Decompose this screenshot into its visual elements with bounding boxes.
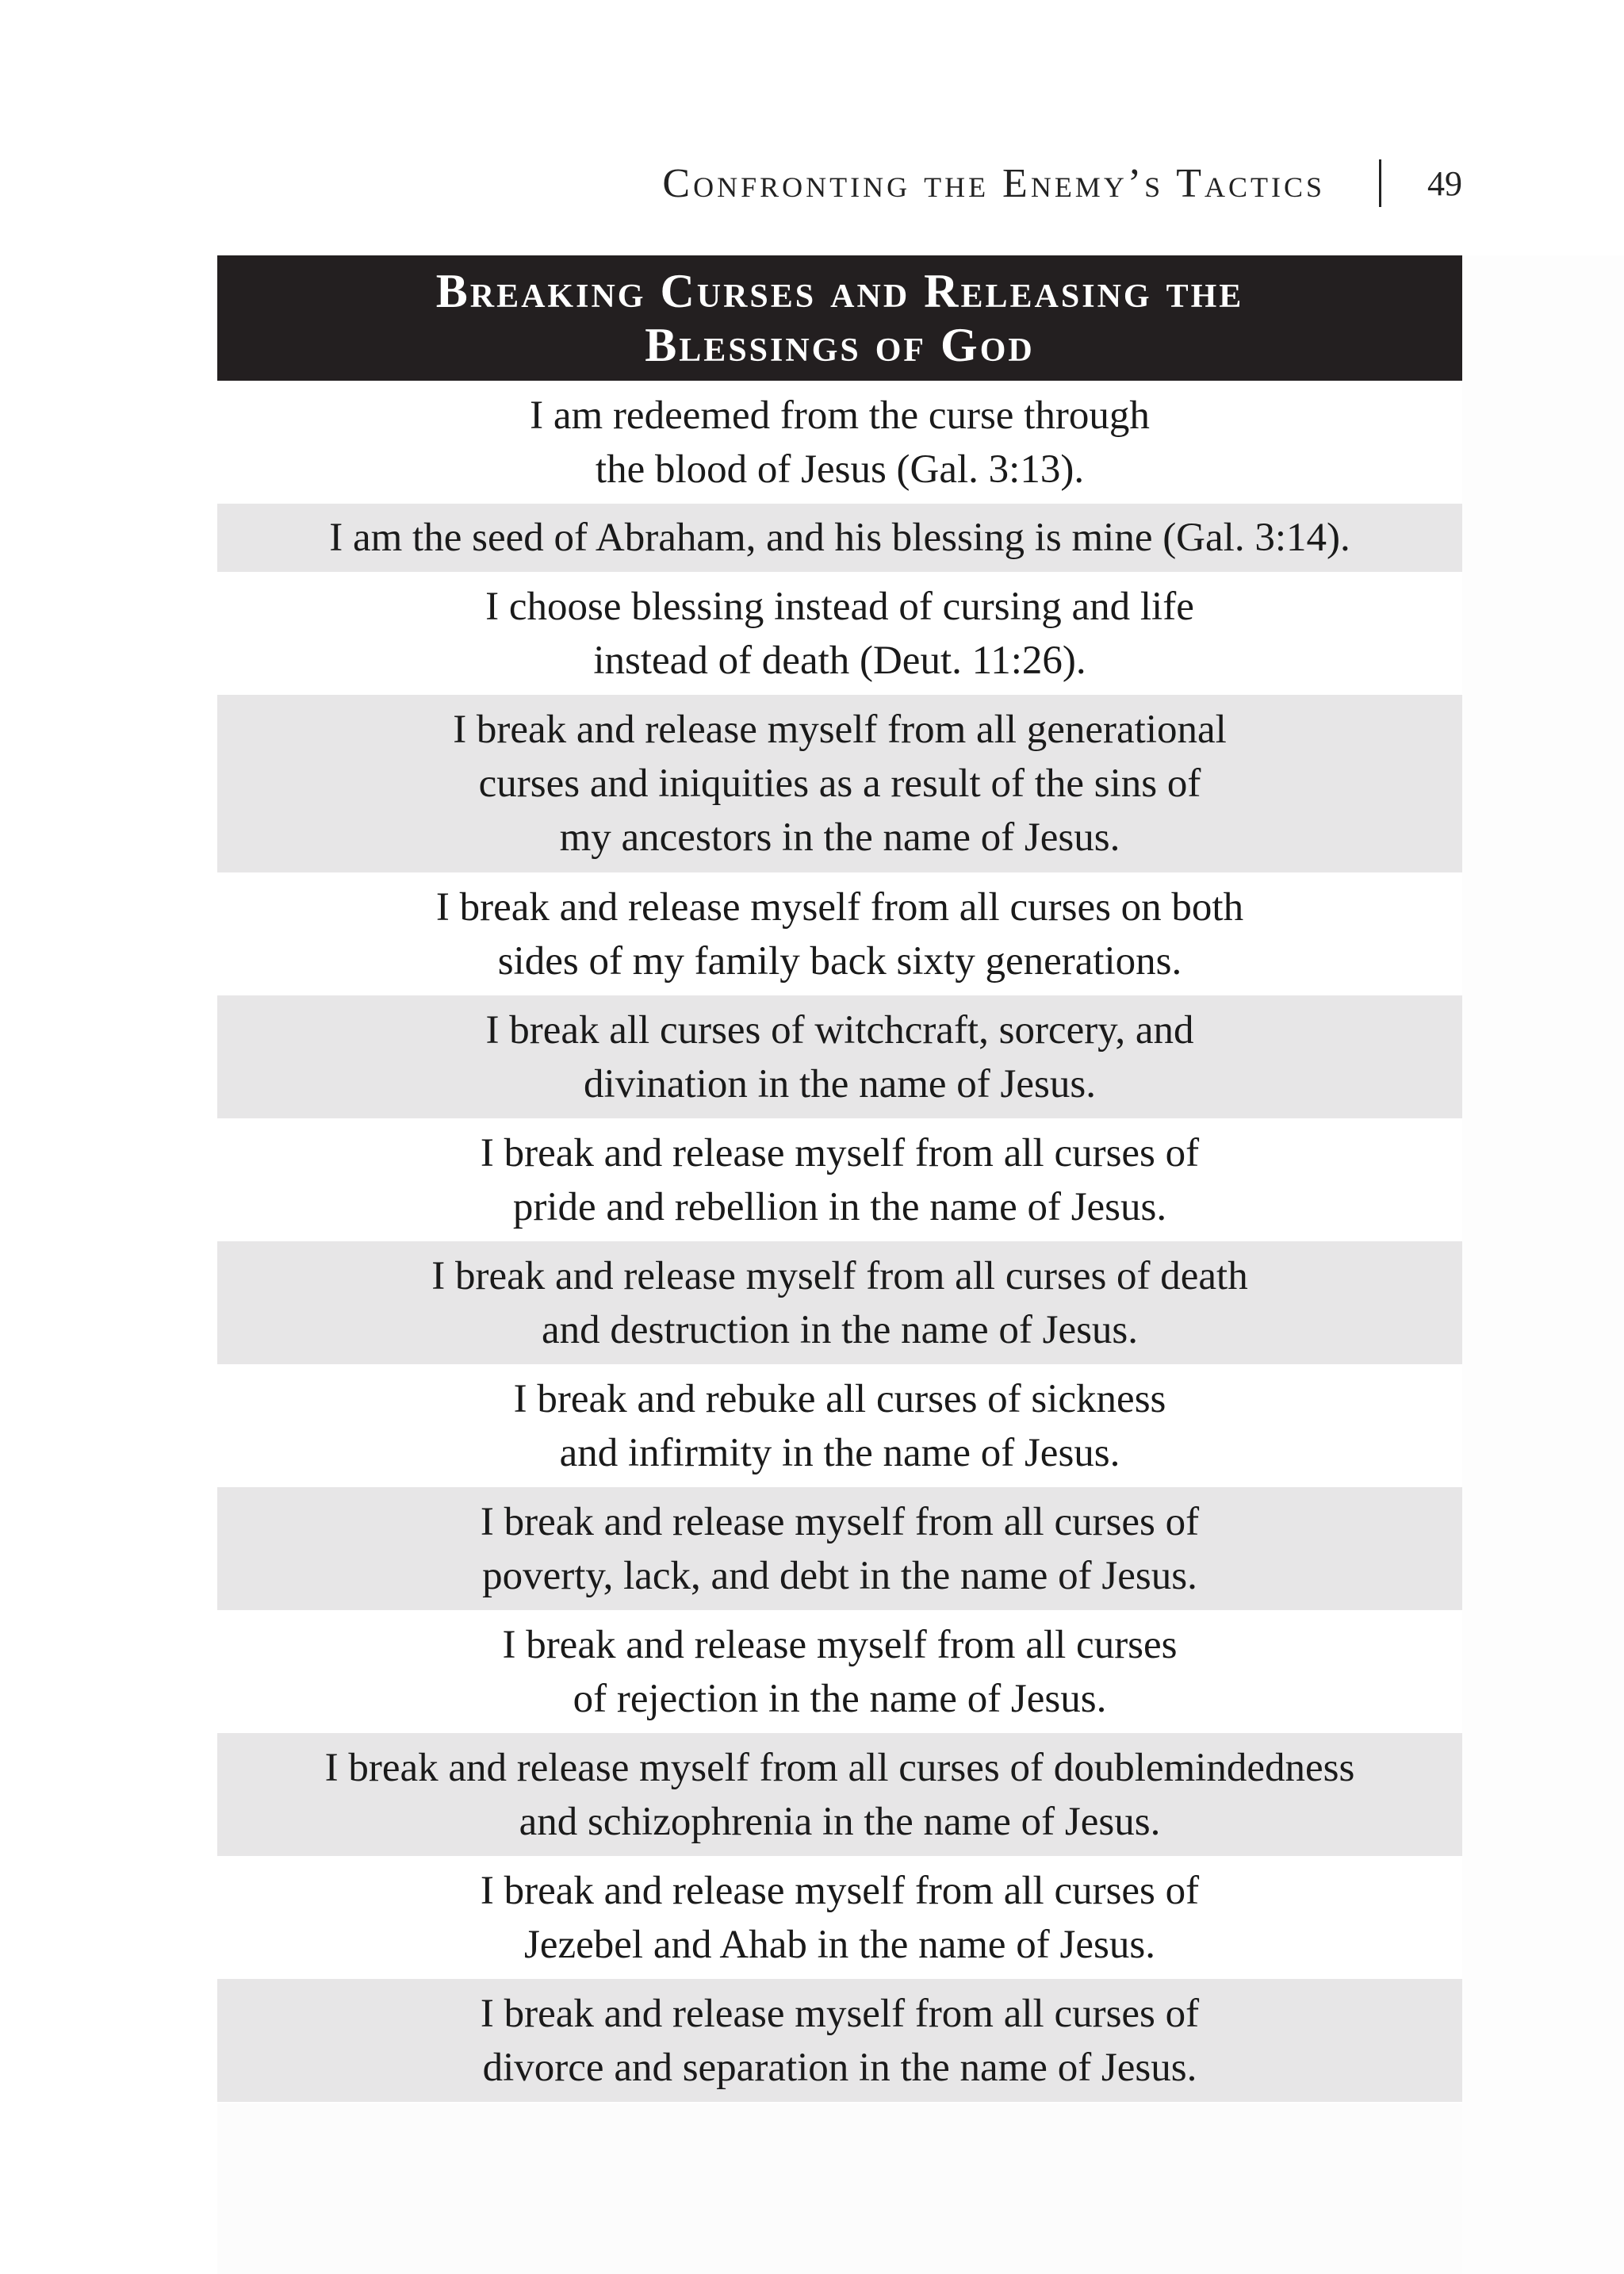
declaration-line: I am redeemed from the curse through	[530, 393, 1150, 438]
declaration-line: I break and release myself from all curses of	[480, 1130, 1200, 1175]
declaration-line: of rejection in the name of Jesus.	[573, 1676, 1107, 1721]
declaration-line: and infirmity in the name of Jesus.	[559, 1430, 1120, 1475]
declaration-row	[217, 1364, 1462, 1487]
declaration-line: and schizophrenia in the name of Jesus.	[519, 1799, 1161, 1844]
declaration-row	[217, 504, 1462, 572]
declaration-line: Jezebel and Ahab in the name of Jesus.	[524, 1922, 1155, 1967]
declaration-row	[217, 1118, 1462, 1241]
declaration-row	[217, 1733, 1462, 1856]
declaration-line: I break and release myself from all curses of death	[431, 1253, 1248, 1298]
declaration-row	[217, 1487, 1462, 1610]
declaration-line: my ancestors in the name of Jesus.	[559, 815, 1120, 860]
declaration-line: poverty, lack, and debt in the name of Jesus.	[482, 1553, 1197, 1598]
running-header	[217, 155, 1462, 211]
page-number: 49	[1427, 163, 1462, 203]
declaration-line: I break and release myself from all curses of	[480, 1499, 1200, 1544]
declaration-line: and destruction in the name of Jesus.	[541, 1307, 1139, 1352]
declaration-row	[217, 381, 1462, 504]
declaration-line: I break all curses of witchcraft, sorcery, and	[485, 1007, 1194, 1053]
declaration-row	[217, 995, 1462, 1118]
declaration-row	[217, 1241, 1462, 1364]
declaration-row	[217, 572, 1462, 695]
declaration-line: I break and release myself from all curses of	[480, 1868, 1200, 1913]
declaration-line: curses and iniquities as a result of the sins of	[478, 761, 1201, 806]
declaration-rows	[217, 381, 1462, 2102]
page-bottom-shade	[217, 2103, 1462, 2274]
declaration-line: I break and rebuke all curses of sickness	[513, 1376, 1166, 1421]
declaration-line: instead of death (Deut. 11:26).	[593, 638, 1086, 683]
declaration-line: I break and release myself from all curses on both	[435, 884, 1244, 930]
declaration-line: I choose blessing instead of cursing and life	[485, 584, 1194, 629]
declaration-line: I break and release myself from all curses	[502, 1622, 1178, 1667]
declarations-table	[217, 255, 1462, 2102]
declaration-line: I break and release myself from all curses of doublemindedness	[324, 1745, 1355, 1790]
declaration-line: the blood of Jesus (Gal. 3:13).	[595, 447, 1085, 492]
declaration-line: I break and release myself from all generational	[453, 708, 1227, 752]
table-heading-line: Breaking Curses and Releasing the	[435, 265, 1244, 317]
declaration-row	[217, 695, 1462, 872]
declaration-line: sides of my family back sixty generations.	[497, 938, 1182, 984]
header-divider	[1379, 159, 1381, 207]
declaration-line: divorce and separation in the name of Jesus.	[482, 2045, 1197, 2090]
declaration-row	[217, 872, 1462, 995]
declaration-line: I break and release myself from all curses of	[480, 1991, 1200, 2036]
declaration-row	[217, 1979, 1462, 2102]
declaration-row	[217, 1856, 1462, 1979]
running-title: Confronting the Enemy’s Tactics	[662, 160, 1325, 206]
declaration-line: pride and rebellion in the name of Jesus.	[512, 1184, 1167, 1229]
page-margin-shade	[1462, 255, 1624, 2274]
declaration-line: divination in the name of Jesus.	[584, 1061, 1096, 1106]
declaration-line: I am the seed of Abraham, and his blessing is mine (Gal. 3:14).	[329, 516, 1350, 560]
table-heading-line: Blessings of God	[645, 319, 1035, 371]
declaration-row	[217, 1610, 1462, 1733]
table-heading	[217, 255, 1462, 381]
